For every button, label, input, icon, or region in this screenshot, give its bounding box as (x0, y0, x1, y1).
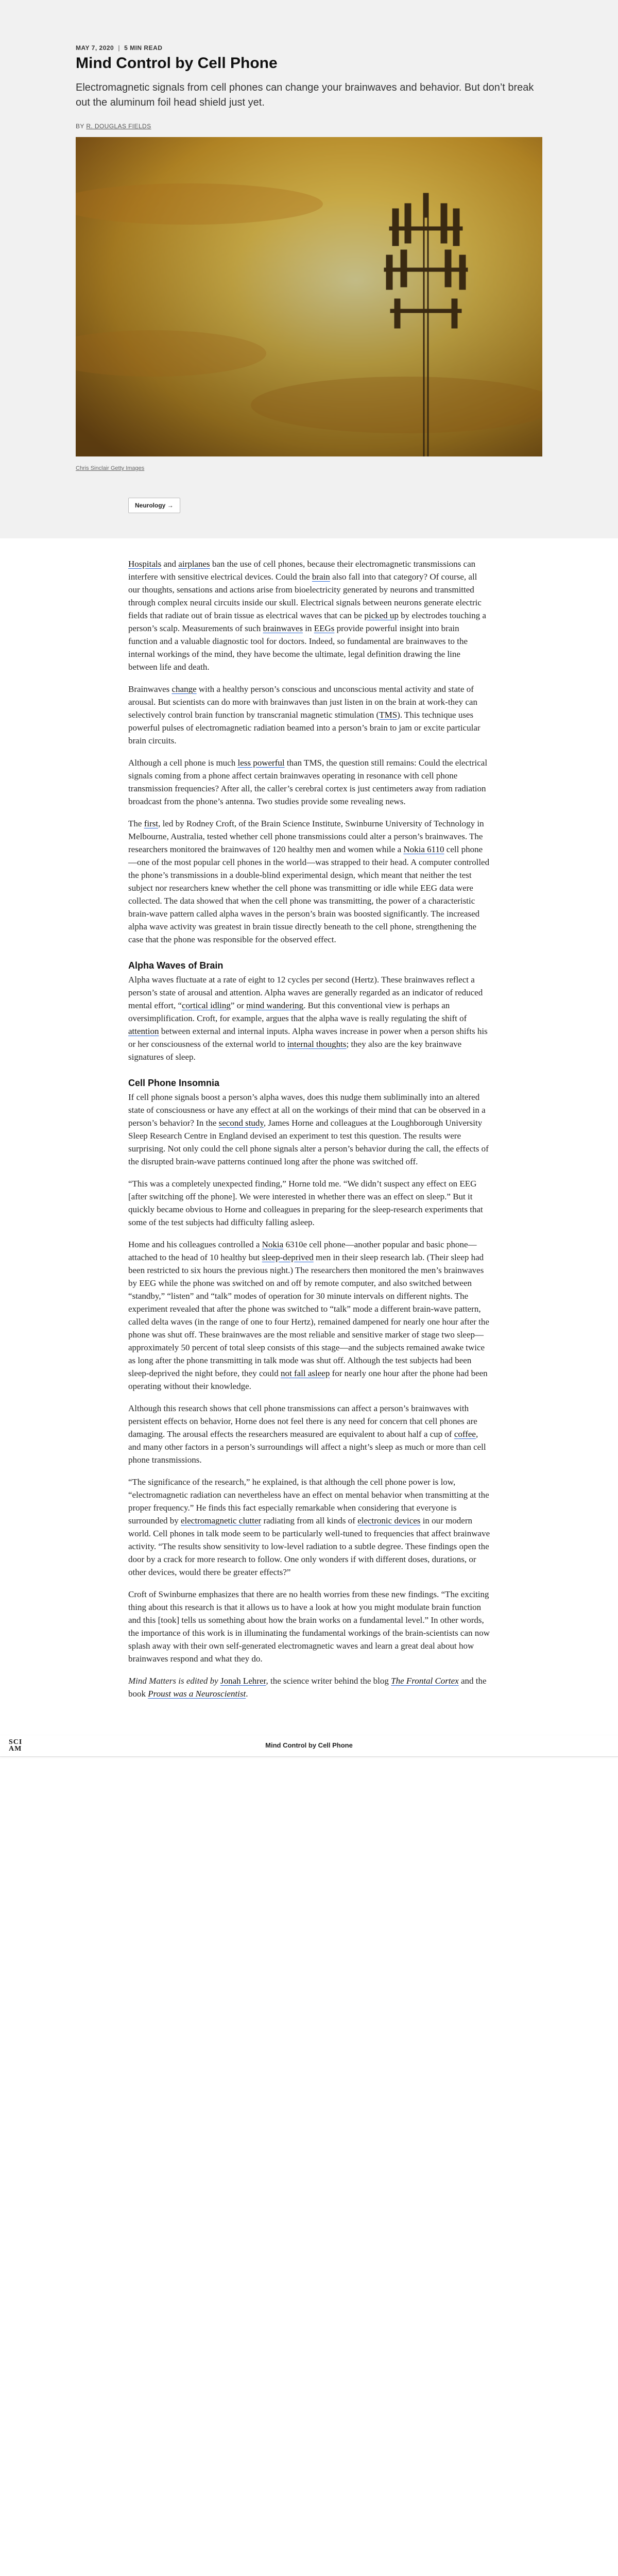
inline-link[interactable]: airplanes (178, 559, 210, 569)
inline-link[interactable]: mind wandering (246, 1001, 304, 1010)
inline-link[interactable]: not fall asleep (280, 1368, 330, 1378)
inline-link[interactable]: first (144, 819, 159, 828)
site-logo[interactable]: SCI AM (9, 1738, 23, 1753)
image-credit[interactable]: Chris Sinclair Getty Images (76, 465, 145, 471)
inline-link[interactable]: internal thoughts (287, 1039, 347, 1049)
read-time: 5 MIN READ (124, 44, 163, 52)
inline-link[interactable]: cortical idling (182, 1001, 231, 1010)
paragraph: Although this research shows that cell phone transmissions can affect a person’s brainwaves with persistent effects on behavior, Horne does not feel there is any need for concern that cell phones are damaging. The arousal effects the researchers measured are equivalent to about half a cup of coffee, and many other factors in a person’s surroundings will affect a night’s sleep as much or more than cell phone transmissions. (128, 1403, 486, 1465)
inline-link[interactable]: picked up (364, 611, 399, 620)
sticky-header (0, 1735, 618, 1757)
paragraph: “This was a completely unexpected finding,” Horne told me. “We didn’t suspect any effect on EEG [after switching off the phone]. We were interested in whether there was an effect on sleep.” But it quickly became obvious to Horne and colleagues in preparing for the sleep-research experiments that some of the test subjects had difficulty falling asleep. (128, 1179, 483, 1227)
inline-link[interactable]: coffee (454, 1429, 476, 1439)
byline: BY R. DOUGLAS FIELDS (76, 123, 151, 130)
paragraph: Brainwaves change with a healthy person’s conscious and unconscious mental activity and state of arousal. But scientists can do more with brainwaves than just listen in on the brain at work-they can selectively control brain function by transcranial magnetic stimulation (TMS). This technique uses powerful pulses of electromagnetic radiation beamed into a person’s brain to jam or excite particular brain circuits. (128, 684, 480, 745)
paragraph: The first, led by Rodney Croft, of the Brain Science Institute, Swinburne University of Technology in Melbourne, Australia, tested whether cell phone transmissions could alter a person’s brainwaves. The researchers monitored the brainwaves of 120 healthy men and women while a Nokia 6110 cell phone—one of the most popular cell phones in the world—was strapped to their head. A computer controlled the phone’s transmissions in a double-blind experimental design, which meant that neither the test subject nor researchers knew whether the cell phone was transmitting or idle while EEG data were collected. The data showed that when the cell phone was transmitting, the power of a characteristic brain-wave pattern called alpha waves in the person’s brain was boosted significantly. The increased alpha wave activity was greatest in brain tissue directly beneath to the cell phone, strengthening the case that the phone was responsible for the observed effect. (128, 819, 490, 944)
paragraph: Home and his colleagues controlled a Nokia 6310e cell phone—another popular and basic phone—attached to the head of 10 healthy but sleep-deprived men in their sleep research lab. (Their sleep had been restricted to six hours the previous night.) The researchers then monitored the men’s brainwaves by EEG while the phone was switched on and off by remote computer, and also switched between “standby,” “listen” and “talk” modes of operation for 30 minute intervals on different nights. The experiment revealed that after the phone was switched to “talk” mode a different brain-wave pattern, called delta waves (in the range of one to four Hertz), remained dampened for nearly one hour after the phone was shut off. These brainwaves are the most reliable and sensitive marker of stage two sleep—approximately 50 percent of total sleep consists of this stage—and the subjects remained awake twice as long after the phone transmitting in talk mode was shut off. Although the test subjects had been sleep-deprived the night before, they could not fall asleep for nearly one hour after the phone had been operating without their knowledge. (128, 1240, 489, 1391)
inline-link[interactable]: sleep-deprived (262, 1252, 314, 1262)
inline-link[interactable]: change (171, 684, 197, 694)
arrow-right-icon: → (167, 502, 174, 509)
inline-link[interactable]: second study (218, 1118, 264, 1128)
paragraph: “The significance of the research,” he explained, is that although the cell phone power is low, “electromagnetic radiation can nevertheless have an effect on mental behavior when transmitting at the proper frequency.” He finds this fact especially remarkable when considering that everyone is surrounded by electromagnetic clutter radiating from all kinds of electronic devices in our modern world. Cell phones in talk mode seem to be particularly well-tuned to frequencies that affect brainwave activity. “The results show sensitivity to low-level radiation to a subtle degree. These findings open the door by a crack for more research to follow. One only wonders if with different doses, durations, or other devices, would there be greater effects?” (128, 1477, 490, 1577)
inline-link[interactable]: TMS (379, 710, 398, 720)
inline-link[interactable]: attention (128, 1026, 159, 1036)
inline-link[interactable]: Nokia (262, 1240, 284, 1249)
section-heading: Cell Phone Insomnia (128, 1078, 220, 1088)
inline-link[interactable]: Nokia 6110 (403, 844, 444, 854)
inline-link[interactable]: brain (312, 572, 330, 582)
inline-link[interactable]: Hospitals (128, 559, 162, 569)
topic-tag-neurology[interactable]: Neurology → (128, 498, 180, 513)
inline-link[interactable]: Proust was a Neuroscientist (148, 1689, 246, 1699)
editor-note: Mind Matters is edited by Jonah Lehrer, the science writer behind the blog The Frontal Cortex and the book Proust was a Neuroscientist. (128, 1676, 487, 1699)
section-heading: Alpha Waves of Brain (128, 960, 224, 971)
paragraph: Hospitals and airplanes ban the use of cell phones, because their electromagnetic transmissions can interfere with sensitive electrical devices. Could the brain also fall into that category? Of course, all our thoughts, sensations and actions arise from bioelectricity generated by neurons and transmitted through complex neural circuits inside our skull. Electrical signals between neurons generate electric fields that radiate out of brain tissue as electrical waves that can be picked up by electrodes touching a person’s scalp. Measurements of such brainwaves in EEGs provide powerful insight into brain function and a valuable diagnostic tool for doctors. Indeed, so fundamental are brainwaves to the internal workings of the mind, they have become the ultimate, legal definition drawing the line between life and death. (128, 559, 486, 672)
inline-link[interactable]: brainwaves (263, 623, 303, 633)
hero-image (76, 137, 542, 456)
article-header (0, 0, 618, 538)
paragraph: If cell phone signals boost a person’s alpha waves, does this nudge them subliminally into an altered state of consciousness or have any effect at all on the workings of their mind that can be observed in a person’s behavior? In the second study, James Horne and colleagues at the Loughborough University Sleep Research Centre in England devised an experiment to test this question. The results were surprising. Not only could the cell phone signals alter a person’s behavior during the call, the effects of the disrupted brain-wave patterns continued long after the phone was switched off. (128, 1092, 489, 1166)
author-link[interactable]: R. DOUGLAS FIELDS (86, 123, 151, 130)
paragraph: Alpha waves fluctuate at a rate of eight to 12 cycles per second (Hertz). These brainwaves reflect a person’s state of arousal and attention. Alpha waves are generally regarded as an indicator of reduced mental effort, “cortical idling” or mind wandering. But this conventional view is perhaps an oversimplification. Croft, for example, argues that the alpha wave is really regulating the shift of attention between external and internal inputs. Alpha waves increase in power when a person shifts his or her consciousness of the external world to internal thoughts; they also are the key brainwave signatures of sleep. (128, 975, 488, 1062)
inline-link[interactable]: electromagnetic clutter (180, 1516, 262, 1526)
inline-link[interactable]: The Frontal Cortex (391, 1676, 459, 1686)
article-date: MAY 7, 2020 (76, 44, 114, 52)
article-meta: MAY 7, 2020 | 5 MIN READ (76, 44, 163, 52)
sticky-title: Mind Control by Cell Phone (265, 1741, 353, 1749)
paragraph: Croft of Swinburne emphasizes that there are no health worries from these new findings. “The exciting thing about this research is that it allows us to have a look at how you might modulate brain function and this [took] tells us something about how the brain works on a fundamental level.” In other words, the importance of this work is in illuminating the fundamental workings of the brain-scientists can now splash away with their own self-generated electromagnetic waves and learn a great deal about how brainwaves respond and what they do. (128, 1589, 490, 1664)
inline-link[interactable]: electronic devices (357, 1516, 421, 1526)
article-dek: Electromagnetic signals from cell phones can change your brainwaves and behavior. But don’t break out the aluminum foil head shield just yet. (76, 82, 534, 108)
paragraph: Although a cell phone is much less powerful than TMS, the question still remains: Could the electrical signals coming from a phone affect certain brainwaves operating in resonance with cell phone transmission frequencies? After all, the caller’s cerebral cortex is just centimeters away from radiation broadcast from the phone’s antenna. Two studies provide some revealing news. (128, 758, 488, 806)
article-title: Mind Control by Cell Phone (76, 55, 278, 72)
inline-link[interactable]: EEGs (314, 623, 335, 633)
article-body (128, 557, 490, 1709)
inline-link[interactable]: Jonah Lehrer (220, 1676, 266, 1686)
inline-link[interactable]: less powerful (237, 758, 285, 768)
